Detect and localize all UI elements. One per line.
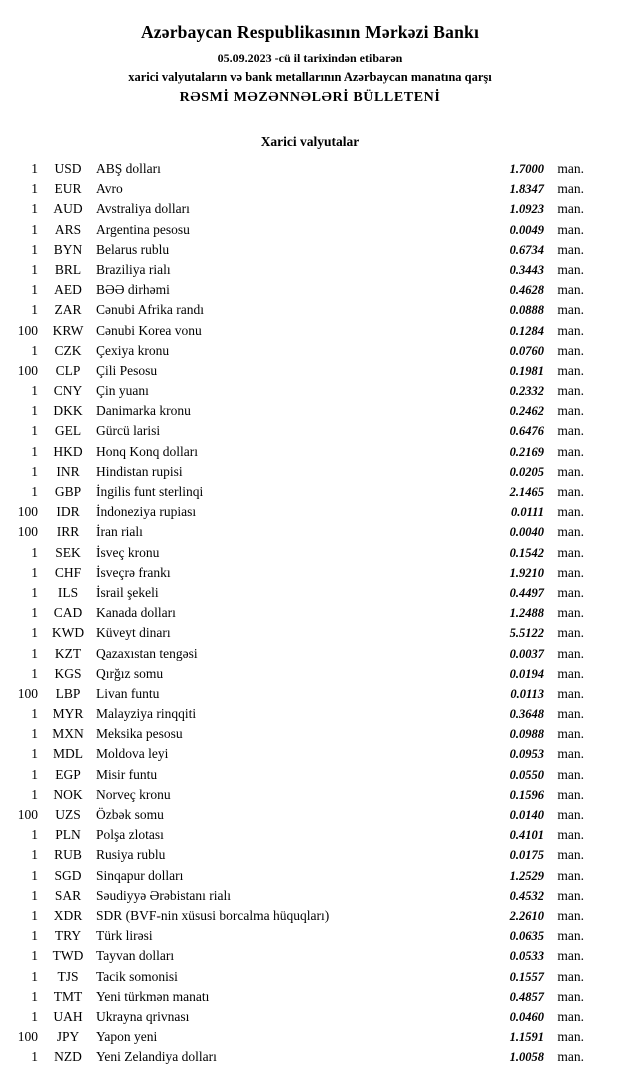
rate-unit-cell: man. [557,524,584,540]
rate-value-cell: 0.0113 [510,686,544,701]
rate-unit-cell: man. [557,605,584,621]
rate-value-cell: 0.1542 [509,545,544,560]
currency-name-cell: Tayvan dolları [96,948,175,964]
currency-name-cell: Qırğız somu [96,665,164,681]
rate-row [10,946,584,966]
currency-name-cell: İngilis funt sterlinqi [96,484,204,499]
currency-name-cell: Rusiya rublu [96,847,166,863]
quantity-cell: 1 [31,383,38,399]
rate-value-cell: 0.0205 [509,464,544,479]
rate-unit-cell: man. [557,504,584,520]
rate-row [10,381,584,401]
rate-row [10,300,584,320]
currency-code-cell: TMT [53,988,83,1004]
quantity-cell: 1 [31,403,38,419]
rate-unit-cell: man. [557,928,584,944]
rate-row [10,886,584,906]
currency-name-cell: Çexiya kronu [96,342,170,358]
rate-value-cell: 0.6476 [509,424,544,439]
currency-name-cell: İsrail şekeli [96,584,159,600]
rate-unit-cell: man. [557,161,584,176]
quantity-cell: 1 [31,706,38,722]
rate-value-cell: 0.0037 [509,646,544,661]
currency-code-cell: BYN [53,241,83,257]
currency-name-cell: Çin yuanı [96,383,149,399]
rate-value-cell: 1.0923 [509,202,544,217]
quantity-cell: 1 [31,1008,38,1024]
rate-value-cell: 0.4101 [509,828,544,843]
rate-value-cell: 0.0988 [509,727,544,742]
rate-value-cell: 1.9210 [509,565,544,580]
rate-unit-cell: man. [557,968,584,984]
rate-unit-cell: man. [557,1049,584,1065]
currency-code-cell: KWD [51,625,85,641]
rate-value-cell: 0.0533 [509,949,544,964]
rate-row [10,321,584,341]
rate-row [10,603,584,623]
rate-value-cell: 1.8347 [509,182,544,197]
rate-row [10,159,584,179]
rate-unit-cell: man. [557,847,584,863]
currency-code-cell: IDR [56,504,80,520]
rate-row [10,684,584,704]
rate-row [10,664,584,684]
currency-name-cell: İndoneziya rupiası [96,504,197,520]
scope-line: xarici valyutaların və bank metallarının Azərbaycan manatına qarşı [128,70,492,84]
quantity-cell: 1 [31,241,38,257]
currency-code-cell: ARS [54,221,82,237]
currency-name-cell: Hindistan rupisi [96,463,183,479]
rate-unit-cell: man. [557,423,584,439]
rate-value-cell: 0.0140 [509,808,544,822]
rate-row [10,785,584,805]
rate-unit-cell: man. [557,685,584,701]
rate-row [10,563,584,583]
currency-name-cell: Gürcü larisi [96,423,161,439]
rate-value-cell: 0.0040 [509,525,544,540]
rate-row [10,341,584,361]
rate-value-cell: 1.2529 [509,868,544,883]
currency-code-cell: AUD [53,201,83,217]
bulletin-title: RƏSMİ MƏZƏNNƏLƏRİ BÜLLETENİ [179,90,441,105]
currency-code-cell: INR [56,463,80,479]
rate-unit-cell: man. [557,282,584,298]
rate-row [10,644,584,664]
currency-code-cell: SEK [55,544,81,560]
currency-name-cell: Norveç kronu [96,786,171,802]
currency-code-cell: USD [54,161,82,176]
quantity-cell: 1 [31,342,38,358]
rate-row [10,926,584,946]
quantity-cell: 1 [31,968,38,984]
rate-value-cell: 0.0550 [509,767,544,782]
currency-code-cell: ZAR [54,302,82,318]
rate-unit-cell: man. [557,564,584,580]
rate-unit-cell: man. [557,544,584,560]
currency-name-cell: Cənubi Korea vonu [96,322,202,338]
rate-unit-cell: man. [557,342,584,358]
rate-row [10,260,584,280]
currency-name-cell: Cənubi Afrika randı [96,302,204,318]
quantity-cell: 1 [31,847,38,863]
currency-code-cell: MYR [52,706,84,722]
currency-name-cell: Malayziya rinqqiti [96,706,197,722]
rate-row [10,744,584,764]
currency-code-cell: LBP [55,685,81,701]
currency-code-cell: XDR [53,907,83,923]
quantity-cell: 1 [31,887,38,903]
rate-unit-cell: man. [557,221,584,237]
rate-value-cell: 0.0635 [509,929,544,944]
rate-value-cell: 0.4532 [509,888,544,903]
rate-row [10,765,584,785]
currency-name-cell: Braziliya rialı [96,261,171,277]
currency-code-cell: DKK [53,403,83,419]
rate-row [10,1007,584,1027]
currency-name-cell: Tacik somonisi [96,968,178,984]
rate-unit-cell: man. [557,807,584,822]
rate-unit-cell: man. [557,383,584,399]
quantity-cell: 100 [17,685,38,701]
quantity-cell: 1 [31,564,38,580]
rate-unit-cell: man. [557,181,584,197]
rate-unit-cell: man. [557,241,584,257]
currency-code-cell: MDL [53,746,83,762]
quantity-cell: 1 [31,201,38,217]
currency-name-cell: Yeni türkmən manatı [96,988,210,1004]
rate-value-cell: 0.0953 [509,747,544,762]
rate-value-cell: 1.1591 [509,1030,544,1045]
currency-code-cell: KZT [54,645,82,661]
rate-row [10,199,584,219]
quantity-cell: 1 [31,786,38,802]
currency-code-cell: HKD [53,443,83,459]
currency-name-cell: Qazaxıstan tengəsi [96,645,198,661]
rate-unit-cell: man. [557,463,584,479]
quantity-cell: 100 [17,524,38,540]
rate-unit-cell: man. [557,786,584,802]
currency-code-cell: PLN [55,827,81,843]
currency-code-cell: SGD [54,867,82,883]
rate-value-cell: 2.1465 [509,485,544,499]
currency-code-cell: EGP [55,766,81,782]
currency-name-cell: Kanada dolları [96,605,176,621]
rate-row [10,543,584,563]
quantity-cell: 1 [31,726,38,742]
quantity-cell: 1 [31,988,38,1004]
rate-row [10,583,584,603]
quantity-cell: 1 [31,584,38,600]
quantity-cell: 100 [17,1029,38,1045]
currency-code-cell: AED [54,282,82,298]
currency-name-cell: Küveyt dinarı [96,625,171,641]
currency-name-cell: Yeni Zelandiya dolları [96,1049,217,1065]
rate-value-cell: 0.6734 [509,242,544,257]
rate-unit-cell: man. [557,706,584,722]
rate-value-cell: 0.1596 [509,787,544,802]
rate-unit-cell: man. [557,261,584,277]
rate-unit-cell: man. [557,443,584,459]
rate-value-cell: 0.4857 [509,989,544,1004]
rate-value-cell: 1.0058 [509,1050,544,1065]
quantity-cell: 1 [31,766,38,782]
rate-unit-cell: man. [557,484,584,499]
currency-name-cell: Avstraliya dolları [96,201,190,217]
rate-unit-cell: man. [557,1008,584,1024]
rate-row [10,361,584,381]
rate-row [10,462,584,482]
quantity-cell: 1 [31,907,38,923]
currency-code-cell: GBP [54,484,82,499]
currency-name-cell: Livan funtu [96,685,160,701]
quantity-cell: 1 [31,261,38,277]
quantity-cell: 1 [31,665,38,681]
rate-row [10,845,584,865]
currency-name-cell: Misir funtu [96,766,158,782]
quantity-cell: 100 [17,362,38,378]
effective-date-line: 05.09.2023 -cü il tarixindən etibarən [217,51,403,65]
currency-code-cell: KRW [52,322,84,338]
rate-row [10,1047,584,1067]
quantity-cell: 1 [31,484,38,499]
rate-unit-cell: man. [557,827,584,843]
currency-code-cell: ILS [57,584,79,600]
currency-code-cell: CHF [54,564,82,580]
rate-unit-cell: man. [557,201,584,217]
rate-unit-cell: man. [557,362,584,378]
currency-code-cell: TJS [57,968,79,984]
currency-code-cell: CNY [53,383,83,399]
currency-code-cell: BRL [54,261,82,277]
rate-unit-cell: man. [557,1029,584,1045]
rate-value-cell: 0.0049 [509,222,544,237]
currency-name-cell: ABŞ dolları [96,161,161,176]
quantity-cell: 1 [31,928,38,944]
currency-name-cell: Səudiyyə Ərəbistanı rialı [96,887,231,903]
currency-name-cell: Belarus rublu [96,241,170,257]
quantity-cell: 1 [31,948,38,964]
rate-unit-cell: man. [557,645,584,661]
quantity-cell: 1 [31,221,38,237]
rate-unit-cell: man. [557,988,584,1004]
currency-code-cell: UAH [53,1008,83,1024]
currency-code-cell: NZD [54,1049,82,1065]
rate-row [10,482,584,502]
rate-value-cell: 0.3443 [509,262,544,277]
quantity-cell: 1 [31,463,38,479]
quantity-cell: 1 [31,827,38,843]
rate-value-cell: 0.1981 [509,363,544,378]
quantity-cell: 1 [31,423,38,439]
quantity-cell: 1 [31,625,38,641]
rate-row [10,280,584,300]
currency-code-cell: IRR [56,524,80,540]
rate-value-cell: 0.3648 [509,707,544,722]
rate-value-cell: 0.2332 [509,384,544,399]
currency-name-cell: Argentina pesosu [96,221,190,237]
rate-row [10,906,584,926]
quantity-cell: 1 [31,282,38,298]
rate-unit-cell: man. [557,907,584,923]
quantity-cell: 1 [31,302,38,318]
quantity-cell: 1 [31,181,38,197]
rate-row [10,421,584,441]
rate-row [10,401,584,421]
rate-value-cell: 0.2462 [509,404,544,419]
currency-code-cell: NOK [53,786,83,802]
rate-row [10,623,584,643]
currency-name-cell: Özbək somu [96,807,164,822]
currency-name-cell: SDR (BVF-nin xüsusi borcalma hüquqları) [96,907,330,923]
rate-value-cell: 0.1557 [509,969,544,984]
rate-row [10,502,584,522]
currency-code-cell: TWD [52,948,84,964]
currency-name-cell: İsveç kronu [96,544,160,560]
rate-unit-cell: man. [557,867,584,883]
rate-value-cell: 1.7000 [509,162,544,176]
rate-row [10,987,584,1007]
currency-name-cell: Ukrayna qrivnası [96,1008,190,1024]
section-title-foreign-currencies: Xarici valyutalar [260,134,360,149]
rate-row [10,704,584,724]
rate-value-cell: 0.0111 [511,505,544,520]
rate-row [10,442,584,462]
rate-value-cell: 0.4628 [509,283,544,298]
rate-unit-cell: man. [557,625,584,641]
rate-row [10,967,584,987]
currency-code-cell: SAR [54,887,82,903]
rate-row [10,240,584,260]
quantity-cell: 1 [31,605,38,621]
currency-name-cell: Türk lirəsi [96,928,153,944]
rate-row [10,805,584,825]
rate-value-cell: 2.2610 [509,908,544,923]
currency-code-cell: RUB [54,847,82,863]
rate-value-cell: 1.2488 [509,606,544,621]
rate-unit-cell: man. [557,746,584,762]
rate-unit-cell: man. [557,403,584,419]
currency-name-cell: Sinqapur dolları [96,867,184,883]
rate-value-cell: 5.5122 [509,626,544,641]
rate-value-cell: 0.4497 [509,585,544,600]
quantity-cell: 100 [17,807,38,822]
quantity-cell: 1 [31,867,38,883]
currency-code-cell: EUR [54,181,82,197]
currency-name-cell: Meksika pesosu [96,726,183,742]
rate-value-cell: 0.0194 [509,666,544,681]
currency-name-cell: Danimarka kronu [96,403,191,419]
currency-name-cell: İsveçrə frankı [96,564,171,580]
rate-unit-cell: man. [557,302,584,318]
currency-code-cell: JPY [56,1029,80,1045]
rate-row [10,179,584,199]
rate-value-cell: 0.1284 [509,323,544,338]
currency-name-cell: BƏƏ dirhəmi [96,282,170,298]
quantity-cell: 1 [31,443,38,459]
rate-unit-cell: man. [557,665,584,681]
currency-name-cell: Yapon yeni [96,1029,158,1045]
rate-value-cell: 0.0888 [509,303,544,318]
rate-unit-cell: man. [557,584,584,600]
quantity-cell: 100 [17,322,38,338]
rate-row [10,1027,584,1047]
rate-row [10,825,584,845]
rate-unit-cell: man. [557,322,584,338]
currency-code-cell: UZS [55,807,81,822]
rate-unit-cell: man. [557,766,584,782]
currency-code-cell: CLP [55,362,81,378]
rate-value-cell: 0.0460 [509,1009,544,1024]
rate-row [10,522,584,542]
currency-name-cell: Çili Pesosu [96,362,158,378]
exchange-rates-table [0,159,620,1067]
currency-code-cell: CZK [54,342,82,358]
currency-name-cell: İran rialı [96,524,143,540]
quantity-cell: 100 [17,504,38,520]
rate-value-cell: 0.0175 [509,848,544,863]
bank-title: Azərbaycan Respublikasının Mərkəzi Bankı [140,22,480,42]
currency-code-cell: CAD [53,605,83,621]
currency-code-cell: KGS [54,665,82,681]
rate-unit-cell: man. [557,948,584,964]
rate-row [10,866,584,886]
currency-name-cell: Avro [96,181,123,197]
quantity-cell: 1 [31,645,38,661]
quantity-cell: 1 [31,161,38,176]
rate-unit-cell: man. [557,726,584,742]
rate-row [10,724,584,744]
currency-name-cell: Moldova leyi [96,746,169,762]
quantity-cell: 1 [31,746,38,762]
currency-code-cell: TRY [54,928,82,944]
currency-code-cell: GEL [54,423,82,439]
rate-value-cell: 0.0760 [509,343,544,358]
currency-name-cell: Polşa zlotası [96,827,164,843]
rate-unit-cell: man. [557,887,584,903]
currency-code-cell: MXN [52,726,84,742]
quantity-cell: 1 [31,1049,38,1065]
quantity-cell: 1 [31,544,38,560]
rate-value-cell: 0.2169 [509,444,544,459]
currency-name-cell: Honq Konq dolları [96,443,198,459]
rate-row [10,220,584,240]
